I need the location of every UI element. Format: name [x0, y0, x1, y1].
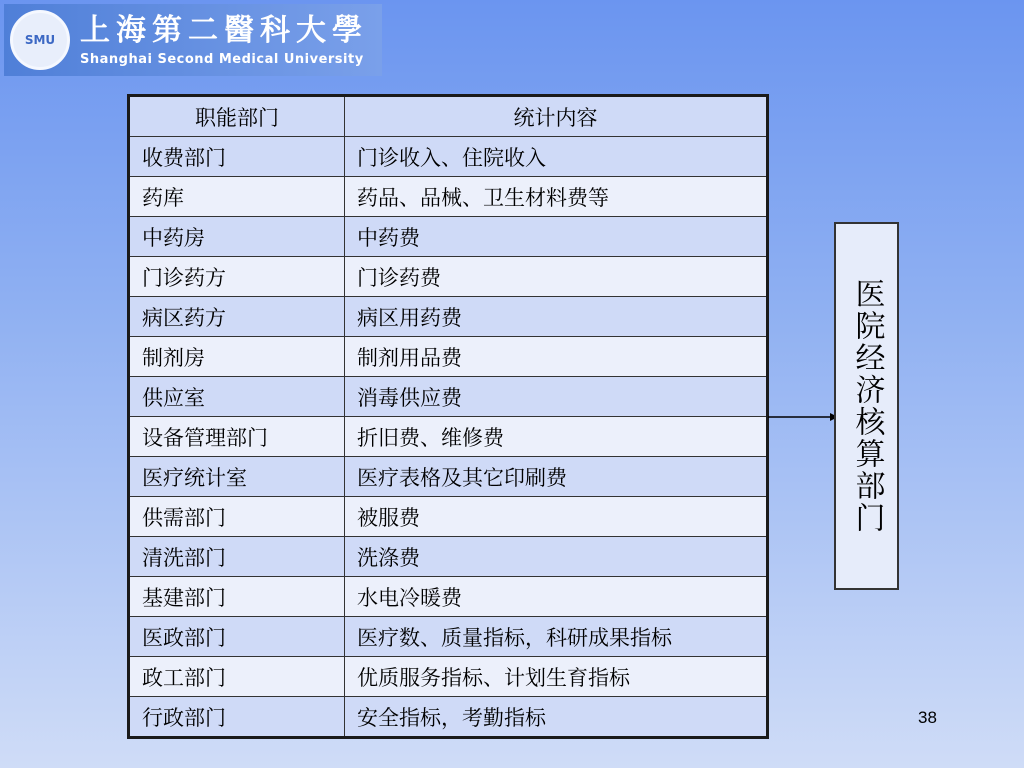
header-content: 统计内容 [345, 96, 768, 137]
cell-department: 基建部门 [129, 577, 345, 617]
cell-content: 医疗数、质量指标，科研成果指标 [345, 617, 768, 657]
cell-content: 门诊药费 [345, 257, 768, 297]
department-statistics-table [127, 94, 769, 739]
table-row [129, 457, 768, 497]
cell-content: 水电冷暖费 [345, 577, 768, 617]
cell-content: 门诊收入、住院收入 [345, 137, 768, 177]
university-emblem-icon [10, 10, 70, 70]
cell-content: 被服费 [345, 497, 768, 537]
table-header-row [129, 96, 768, 137]
page-number: 38 [918, 708, 937, 727]
cell-content: 制剂用品费 [345, 337, 768, 377]
cell-department: 政工部门 [129, 657, 345, 697]
cell-content: 医疗表格及其它印刷费 [345, 457, 768, 497]
cell-department: 病区药方 [129, 297, 345, 337]
cell-department: 医政部门 [129, 617, 345, 657]
cell-content: 药品、品械、卫生材料费等 [345, 177, 768, 217]
table-row [129, 657, 768, 697]
cell-department: 设备管理部门 [129, 417, 345, 457]
cell-department: 中药房 [129, 217, 345, 257]
cell-department: 药库 [129, 177, 345, 217]
cell-department: 行政部门 [129, 697, 345, 738]
cell-department: 清洗部门 [129, 537, 345, 577]
cell-department: 门诊药方 [129, 257, 345, 297]
cell-department: 医疗统计室 [129, 457, 345, 497]
table-row [129, 617, 768, 657]
arrow-right-icon [768, 412, 838, 422]
cell-department: 收费部门 [129, 137, 345, 177]
header-department: 职能部门 [129, 96, 345, 137]
logo-chinese-name: 上海第二醫科大學 [80, 12, 368, 48]
table-row [129, 537, 768, 577]
table-row [129, 257, 768, 297]
table-row [129, 177, 768, 217]
emblem-text: SMU [24, 33, 56, 47]
cell-department: 制剂房 [129, 337, 345, 377]
economic-accounting-department-box [834, 222, 899, 590]
table-row [129, 497, 768, 537]
cell-content: 安全指标，考勤指标 [345, 697, 768, 738]
table-row [129, 217, 768, 257]
cell-content: 消毒供应费 [345, 377, 768, 417]
cell-content: 洗涤费 [345, 537, 768, 577]
logo-text [80, 14, 368, 67]
cell-department: 供应室 [129, 377, 345, 417]
table-row [129, 137, 768, 177]
table-row [129, 697, 768, 738]
table-row [129, 377, 768, 417]
cell-content: 优质服务指标、计划生育指标 [345, 657, 768, 697]
cell-content: 中药费 [345, 217, 768, 257]
cell-content: 病区用药费 [345, 297, 768, 337]
university-logo [4, 4, 382, 76]
logo-english-name: Shanghai Second Medical University [80, 51, 364, 67]
table-row [129, 297, 768, 337]
cell-department: 供需部门 [129, 497, 345, 537]
side-box-label: 医院经济核算部门 [849, 278, 885, 534]
table-row [129, 337, 768, 377]
table-row [129, 577, 768, 617]
table-body [129, 137, 768, 738]
table-row [129, 417, 768, 457]
cell-content: 折旧费、维修费 [345, 417, 768, 457]
